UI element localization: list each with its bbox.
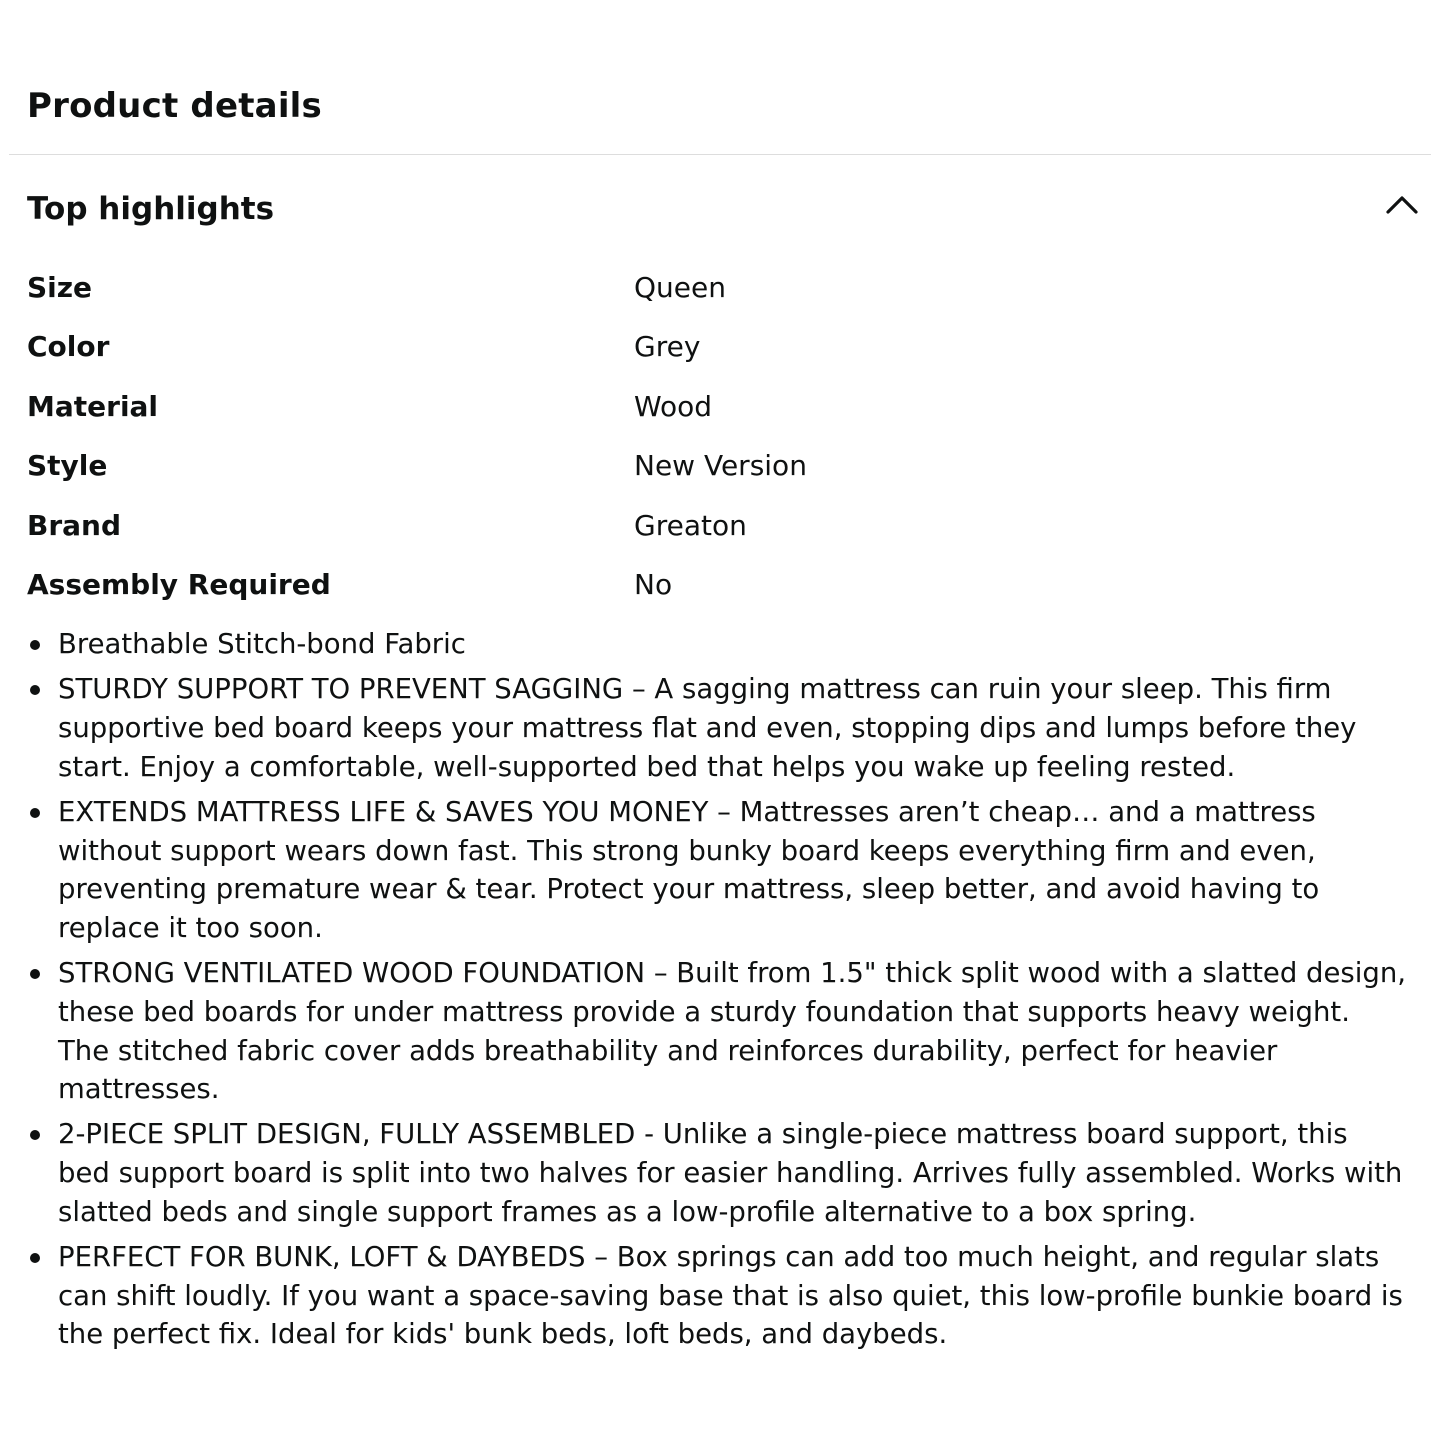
spec-label: Size bbox=[27, 270, 93, 304]
spec-label: Brand bbox=[27, 508, 122, 542]
spec-label: Material bbox=[27, 389, 159, 423]
divider bbox=[9, 154, 1431, 155]
spec-row-color bbox=[27, 318, 1420, 378]
feature-bullet-list bbox=[58, 625, 1408, 1361]
feature-bullet: Breathable Stitch-bond Fabric bbox=[58, 625, 1408, 664]
spec-value: Greaton bbox=[634, 508, 747, 542]
feature-bullet: STURDY SUPPORT TO PREVENT SAGGING – A sagging mattress can ruin your sleep. This firm supportive bed board keeps your mattress flat and even, stopping dips and lumps before they start. Enjoy a comfortable, well-supported bed that helps you wake up feeling rested. bbox=[58, 670, 1408, 786]
spec-row-size bbox=[27, 258, 1420, 318]
spec-label: Color bbox=[27, 330, 110, 364]
spec-value: Wood bbox=[634, 389, 713, 423]
spec-row-style bbox=[27, 437, 1420, 497]
spec-table bbox=[27, 258, 1420, 615]
spec-row-assembly-required bbox=[27, 556, 1420, 616]
feature-bullet: EXTENDS MATTRESS LIFE & SAVES YOU MONEY – Mattresses aren’t cheap… and a mattress without support wears down fast. This strong bunky board keeps everything firm and even, preventing premature wear & tear. Protect your mattress, sleep better, and avoid having to replace it too soon. bbox=[58, 793, 1408, 948]
spec-value: New Version bbox=[634, 449, 807, 483]
feature-bullet: PERFECT FOR BUNK, LOFT & DAYBEDS – Box springs can add too much height, and regular slats can shift loudly. If you want a space-saving base that is also quiet, this low-profile bunkie board is the perfect fix. Ideal for kids' bunk beds, loft beds, and daybeds. bbox=[58, 1238, 1408, 1354]
chevron-up-icon[interactable] bbox=[1384, 188, 1420, 224]
feature-bullet: 2-PIECE SPLIT DESIGN, FULLY ASSEMBLED - Unlike a single-piece mattress board support, this bed support board is split into two halves for easier handling. Arrives fully assembled. Works with slatted beds and single support frames as a low-profile alternative to a box spring. bbox=[58, 1115, 1408, 1231]
spec-row-brand bbox=[27, 496, 1420, 556]
page-title: Product details bbox=[27, 86, 322, 126]
top-highlights-toggle[interactable] bbox=[27, 186, 1420, 234]
spec-value: Grey bbox=[634, 330, 701, 364]
spec-row-material bbox=[27, 377, 1420, 437]
spec-label: Style bbox=[27, 449, 108, 483]
spec-value: Queen bbox=[634, 270, 726, 304]
section-title: Top highlights bbox=[27, 191, 275, 227]
spec-value: No bbox=[634, 568, 673, 602]
spec-label: Assembly Required bbox=[27, 568, 331, 602]
feature-bullet: STRONG VENTILATED WOOD FOUNDATION – Built from 1.5" thick split wood with a slatted design, these bed boards for under mattress provide a sturdy foundation that supports heavy weight. The stitched fabric cover adds breathability and reinforces durability, perfect for heavier mattresses. bbox=[58, 954, 1408, 1109]
